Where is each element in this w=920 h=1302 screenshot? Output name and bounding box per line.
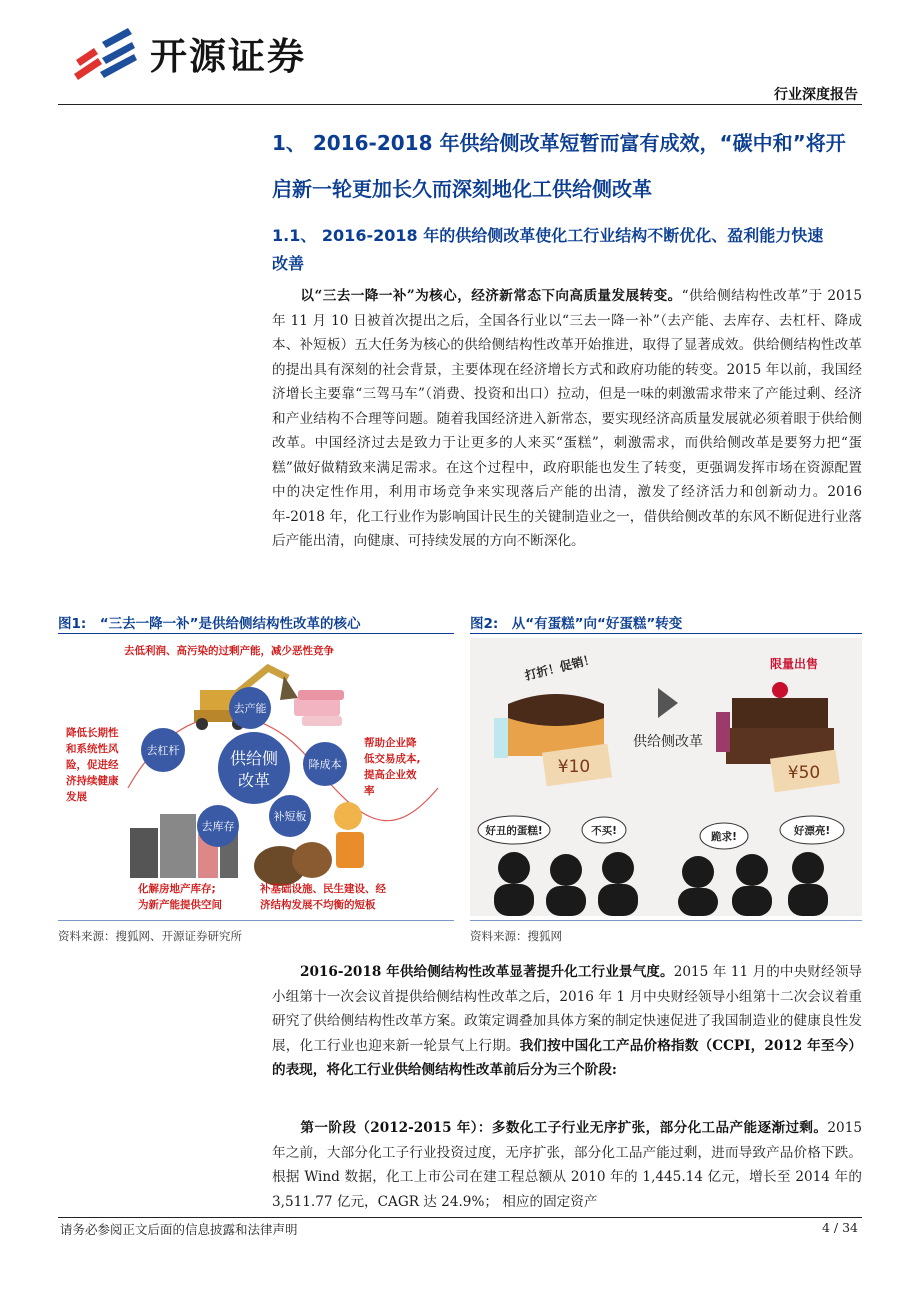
figure-2-source: 资料来源：搜狐网 xyxy=(470,929,562,943)
note-right-4: 率 xyxy=(364,785,375,797)
report-type-label: 行业深度报告 xyxy=(774,87,858,103)
section-heading-1: 1、 2016-2018 年供给侧改革短暂而富有成效，“碳中和”将开 启新一轮更加长久而深刻地化工供给侧改革 xyxy=(272,131,846,201)
paragraph-phase-one: 第一阶段（2012-2015 年）：多数化工子行业无序扩张，部分化工品产能逐渐过剩。2015 年之前，大部分化工子行业投资过度，无序扩张，部分化工品产能过剩，进而导致产品价格下跌。根据 Wind 数据，化工上市公司在建工程总额从 2010 年的 1,445.14 亿元，增长至 2014 年的 3,511.77 亿元，CAGR 达 24.9%； 相应的固定资产 xyxy=(272,1120,862,1210)
speech-beautiful: 好漂亮! xyxy=(793,825,831,837)
speech-wont-buy: 不买! xyxy=(591,825,617,837)
price-right: ¥50 xyxy=(787,763,821,783)
paragraph-supply-side-intro: 以“三去一降一补”为核心，经济新常态下向高质量发展转变。“供给侧结构性改革”于 2015 年 11 月 10 日被首次提出之后，全国各行业以“三去一降一补”（去产能、去库存、去杠杆、降成本、补短板）五大任务为核心的供给侧结构性改革开始推进，取得了显著成效。供给侧结构性改革的提出具有深刻的社会背景，主要体现在经济增长方式和政府功能的转变。2015 年以前，我国经济增长主要靠“三驾马车”（消费、投资和出口）拉动，但是一味的刺激需求带来了产能过剩、经济和产业结构不合理等问题。随着我国经济进入新常态，要实现经济高质量发展就必须着眼于供给侧改革。中国经济过去是致力于让更多的人来买“蛋糕”，刺激需求，而供给侧改革是要努力把“蛋糕”做好做精致来满足需求。在这个过程中，政府职能也发生了转变，更强调发挥市场在资源配置中的决定性作用，利用市场竞争来实现落后产能的出清，激发了经济活力和创新动力。2016 年-2018 年，化工行业作为影响国计民生的关键制造业之一，借供给侧改革的东风不断促进行业落后产能出清，向健康、可持续发展的方向不断深化。 xyxy=(272,288,862,549)
header-divider xyxy=(58,104,862,105)
center-label-2: 改革 xyxy=(237,771,271,790)
note-left-3: 险，促进经 xyxy=(66,759,119,771)
bubble-destock: 去库存 xyxy=(201,820,235,833)
bubble-reduce-cost: 降成本 xyxy=(308,758,342,771)
footer-disclaimer: 请务必参阅正文后面的信息披露和法律声明 xyxy=(60,1222,298,1237)
logo-mark-icon xyxy=(72,22,152,88)
note-right-1: 帮助企业降 xyxy=(364,737,417,749)
figure-1-diagram xyxy=(58,638,454,916)
center-bubble xyxy=(218,732,290,804)
note-bottom-left-1: 化解房地产库存; xyxy=(138,883,216,895)
sale-tag: 打折！促销！ xyxy=(523,651,597,683)
note-left-1: 降低长期性 xyxy=(66,727,119,739)
note-right-3: 提高企业效 xyxy=(364,769,417,781)
figure-2-rule xyxy=(470,633,862,634)
figure-1-rule xyxy=(58,633,454,634)
center-label: 供给侧改革 xyxy=(633,734,703,750)
figure-1-source: 资料来源：搜狐网、开源证券研究所 xyxy=(58,929,242,943)
note-bottom-left-2: 为新产能提供空间 xyxy=(138,899,222,911)
price-left: ¥10 xyxy=(557,757,591,777)
note-left-4: 济持续健康 xyxy=(66,775,119,787)
paragraph-industry-boom: 2016-2018 年供给侧结构性改革显著提升化工行业景气度。2015 年 11 月的中央财经领导小组第十一次会议首提供给侧结构性改革之后，2016 年 1 月中央财经领导小组第十二次会议着重研究了供给侧结构性改革方案。政策定调叠加具体方案的制定快速促进了我国制造业的健康良性发展，化工行业也迎来新一轮景气上行期。我们按中国化工产品价格指数（CCPI，2012 年至今）的表现，将化工行业供给侧结构性改革前后分为三个阶段: xyxy=(272,964,862,1078)
footer-divider xyxy=(58,1217,862,1218)
page-number: 4 / 34 xyxy=(821,1220,858,1235)
figure-2-illustration xyxy=(470,638,862,916)
center-label-1: 供给侧 xyxy=(229,749,279,768)
note-bottom-right-2: 济结构发展不均衡的短板 xyxy=(260,899,376,911)
figure-1-title: 图1: “三去一降一补”是供给侧结构性改革的核心 xyxy=(58,616,361,632)
note-left-2: 和系统性风 xyxy=(66,743,119,755)
bubble-shore-up: 补短板 xyxy=(273,810,307,823)
note-left-5: 发展 xyxy=(66,791,87,803)
bubble-reduce-capacity: 去产能 xyxy=(233,702,267,715)
figure-1-bottom-rule xyxy=(58,920,454,921)
money-stack-icon xyxy=(294,690,344,726)
figure-2-title: 图2: 从“有蛋糕”向“好蛋糕”转变 xyxy=(470,616,683,632)
speech-please: 跪求! xyxy=(711,831,737,843)
bubble-deleverage: 去杠杆 xyxy=(146,744,180,757)
company-name: 开源证券 xyxy=(150,35,306,78)
limited-tag: 限量出售 xyxy=(770,657,819,671)
note-bottom-right-1: 补基础设施、民生建设、经 xyxy=(260,883,386,895)
note-top: 去低利润、高污染的过剩产能，减少恶性竞争 xyxy=(124,645,334,657)
section-heading-1-1: 1.1、 2016-2018 年的供给侧改革使化工行业结构不断优化、盈利能力快速 改善 xyxy=(272,226,824,273)
note-right-2: 低交易成本, xyxy=(364,753,421,765)
speech-ugly-cake: 好丑的蛋糕! xyxy=(485,825,543,837)
figure-2-bottom-rule xyxy=(470,920,862,921)
